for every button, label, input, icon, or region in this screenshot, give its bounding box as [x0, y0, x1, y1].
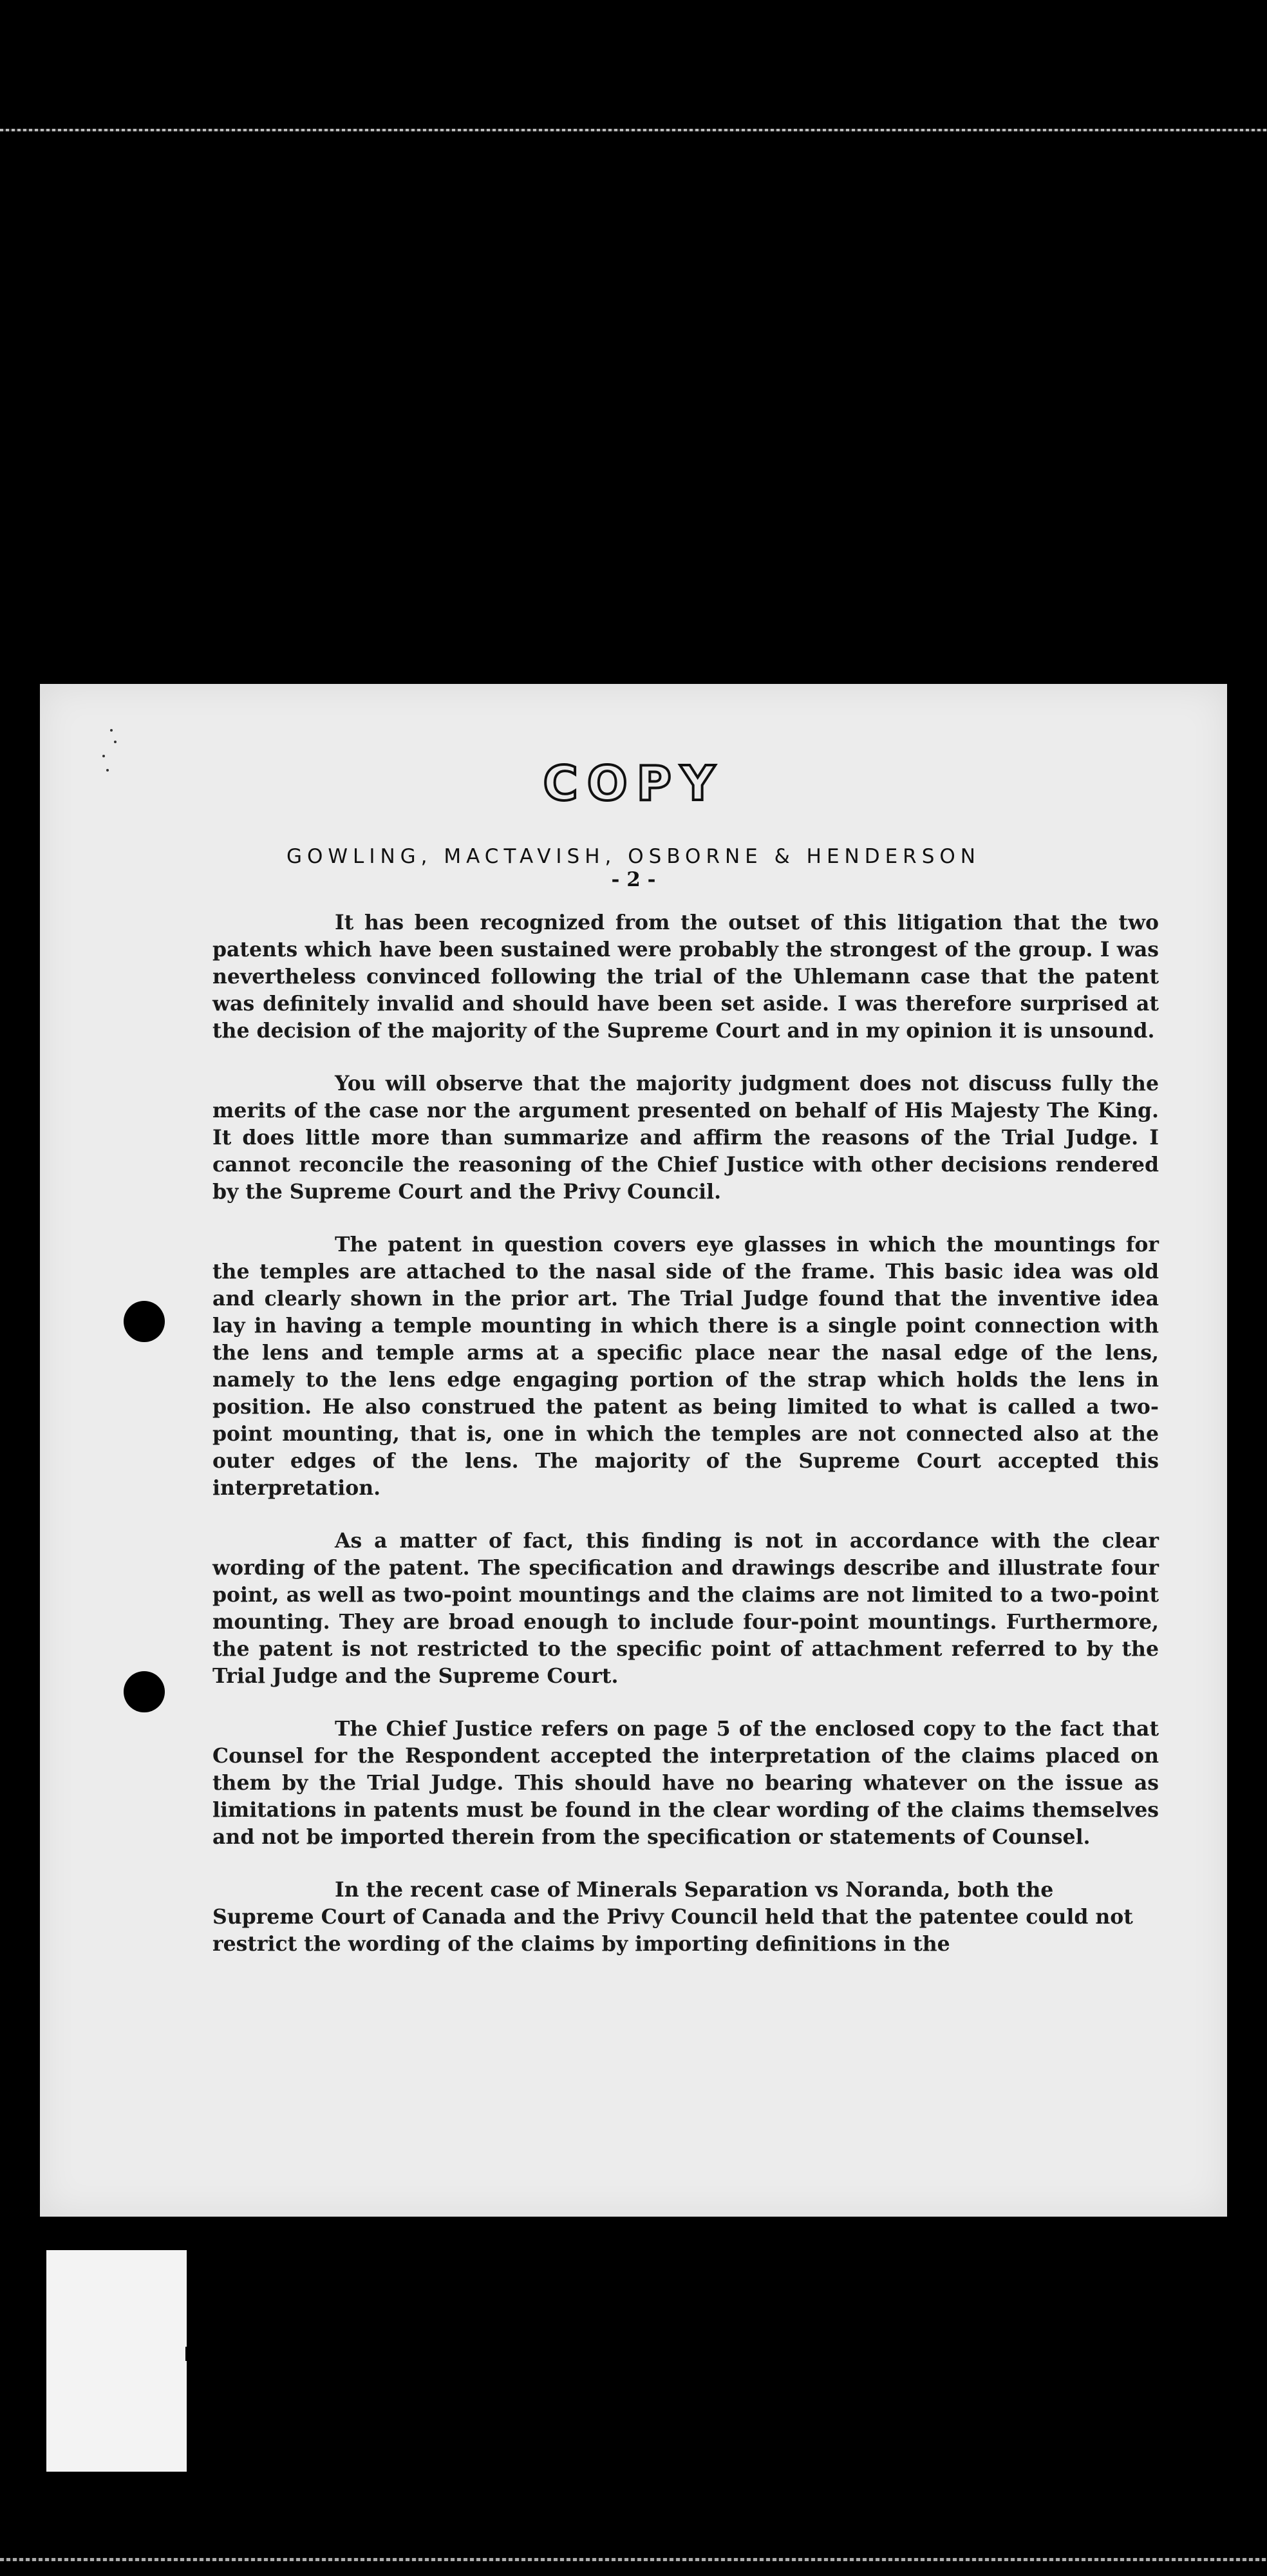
- paragraph-6: In the recent case of Minerals Separation vs Noranda, both the Supreme Court of Canada and the Privy Council held that the patentee could not restrict the wording of the claims by importing definitions in the: [212, 1878, 1133, 1956]
- page-number: - 2 -: [611, 868, 656, 891]
- paragraph-2: You will observe that the majority judgment does not discuss fully the merits of the case nor the argument presented on behalf of His Majesty The King. It does little more than summarize and affirm the reasons of the Trial Judge. I cannot reconcile the reasoning of the Chief Justice with other decisions rendered by the Supreme Court and the Privy Council.: [212, 1072, 1159, 1204]
- paper-slip: [46, 2250, 187, 2472]
- copy-stamp: COPY: [543, 756, 724, 811]
- paragraph-1: It has been recognized from the outset of this litigation that the two patents which have been sustained were probably the strongest of the group. I was nevertheless convinced following the trial of the Uhlemann case that the patent was definitely invalid and should have been set aside. I was therefore surprised at the decision of the majority of the Supreme Court and in my opinion it is unsound.: [212, 911, 1159, 1043]
- paragraph-3: The patent in question covers eye glasses in which the mountings for the temples are attached to the nasal side of the frame. This basic idea was old and clearly shown in the prior art. The Trial Judge found that the inventive idea lay in having a temple mounting in which there is a single point connection with the lens and temple arms at a specific place near the nasal edge of the lens, namely to the lens edge engaging portion of the strap which holds the lens in position. He also construed the patent as being limited to what is called a two-point mounting, that is, one in which the temples are not connected also at the outer edges of the lens. The majority of the Supreme Court accepted this interpretation.: [212, 1233, 1159, 1500]
- scan-top-edge-line: [0, 129, 1267, 131]
- slip-edge-mark: [185, 2347, 189, 2361]
- punch-hole-lower: [124, 1671, 165, 1712]
- document-page: [40, 684, 1227, 2217]
- scan-bottom-edge-line: [0, 2558, 1267, 2561]
- letterhead-firm-name: GOWLING, MACTAVISH, OSBORNE & HENDERSON: [286, 845, 981, 868]
- punch-hole-upper: [124, 1301, 165, 1342]
- letter-body: [212, 909, 1159, 1984]
- paragraph-4: As a matter of fact, this finding is not in accordance with the clear wording of the patent. The specification and drawings describe and illustrate four point, as well as two-point mountings and the claims are not limited to a two-point mounting. They are broad enough to include four-point mountings. Furthermore, the patent is not restricted to the specific point of attachment referred to by the Trial Judge and the Supreme Court.: [212, 1529, 1159, 1688]
- paragraph-5: The Chief Justice refers on page 5 of the enclosed copy to the fact that Counsel for the Respondent accepted the interpretation of the claims placed on them by the Trial Judge. This should have no bearing whatever on the issue as limitations in patents must be found in the clear wording of the claims themselves and not be imported therein from the specification or statements of Counsel.: [212, 1717, 1159, 1849]
